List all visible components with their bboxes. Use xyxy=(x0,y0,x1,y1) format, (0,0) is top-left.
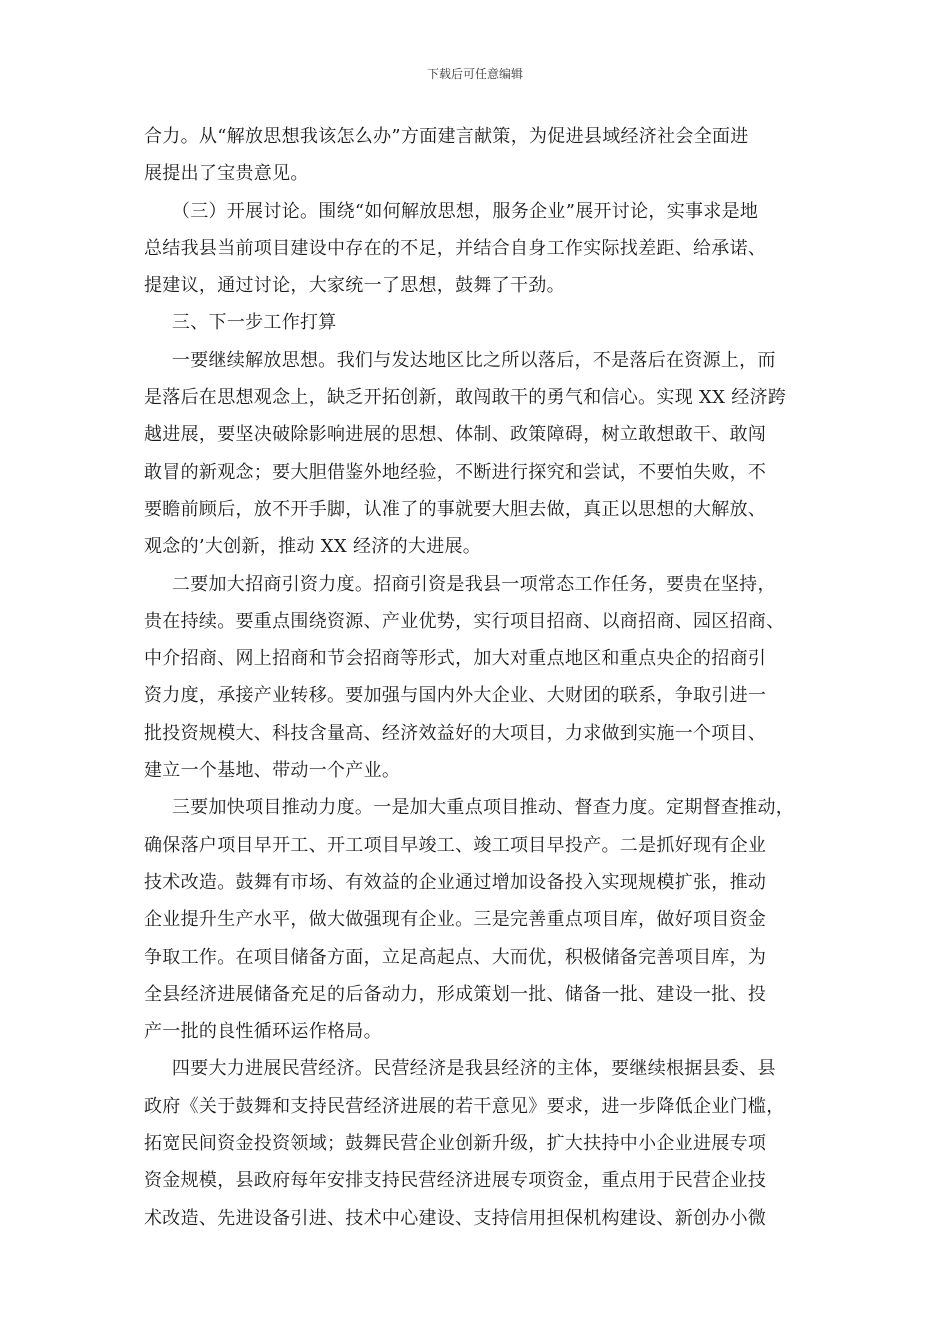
text-line: 三要加快项目推动力度。一是加大重点项目推动、督查力度。定期督查推动， xyxy=(171,797,795,819)
text-line: 政府《关于鼓舞和支持民营经济进展的若干意见》要求，进一步降低企业门槛， xyxy=(144,1095,785,1117)
text-line: 越进展，要坚决破除影响进展的思想、体制、政策障碍，树立敢想敢干、敢闯 xyxy=(144,424,767,446)
text-line: 提建议，通过讨论，大家统一了思想，鼓舞了干劲。 xyxy=(144,275,565,297)
text-line: 资力度，承接产业转移。要加强与国内外大企业、大财团的联系，争取引进一 xyxy=(144,685,767,707)
text-line: 批投资规模大、科技含量高、经济效益好的大项目，力求做到实施一个项目、 xyxy=(144,722,767,744)
document-body xyxy=(144,118,814,1237)
text-line: 观念的’大创新，推动 XX 经济的大进展。 xyxy=(144,536,482,558)
text-line: 术改造、先进设备引进、技术中心建设、支持信用担保机构建设、新创办小微 xyxy=(144,1207,767,1229)
text-line: 三、下一步工作打算 xyxy=(171,312,337,334)
text-line: 全县经济进展储备充足的后备动力，形成策划一批、储备一批、建设一批、投 xyxy=(144,983,767,1005)
text-line: 中介招商、网上招商和节会招商等形式，加大对重点地区和重点央企的招商引 xyxy=(144,648,767,670)
text-line: 建立一个基地、带动一个产业。 xyxy=(144,760,401,782)
text-line: 企业提升生产水平，做大做强现有企业。三是完善重点项目库，做好项目资金 xyxy=(144,909,767,931)
text-line: 确保落户项目早开工、开工项目早竣工、竣工项目早投产。二是抓好现有企业 xyxy=(144,834,767,856)
text-line: 展提出了宝贵意见。 xyxy=(144,163,309,185)
text-line: 二要加大招商引资力度。招商引资是我县一项常态工作任务，要贵在坚持， xyxy=(171,573,776,595)
paragraph xyxy=(144,789,814,1050)
paragraph xyxy=(144,118,814,193)
text-line: 敢冒的新观念；要大胆借鉴外地经验，不断进行探究和尝试，不要怕失败，不 xyxy=(144,461,767,483)
text-line: 一要继续解放思想。我们与发达地区比之所以落后，不是落后在资源上，而 xyxy=(171,349,776,371)
page-header: 下载后可任意编辑 xyxy=(426,67,523,81)
text-line: 技术改造。鼓舞有市场、有效益的企业通过增加设备投入实现规模扩张，推动 xyxy=(144,871,767,893)
paragraph xyxy=(144,193,814,305)
text-line: 合力。从“解放思想我该怎么办”方面建言献策，为促进县域经济社会全面进 xyxy=(144,126,749,147)
text-line: 四要大力进展民营经济。民营经济是我县经济的主体，要继续根据县委、县 xyxy=(171,1058,776,1080)
text-line: 产一批的良性循环运作格局。 xyxy=(144,1021,382,1043)
paragraph xyxy=(144,1050,814,1236)
text-line: 贵在持续。要重点围绕资源、产业优势，实行项目招商、以商招商、园区招商、 xyxy=(144,610,785,632)
text-line: 争取工作。在项目储备方面，立足高起点、大而优，积极储备完善项目库，为 xyxy=(144,946,767,968)
text-line: 拓宽民间资金投资领域；鼓舞民营企业创新升级，扩大扶持中小企业进展专项 xyxy=(144,1133,767,1155)
paragraph xyxy=(144,304,814,341)
text-line: （三）开展讨论。围绕“如何解放思想，服务企业”展开讨论，实事求是地 xyxy=(171,200,759,222)
paragraph xyxy=(144,566,814,790)
paragraph xyxy=(144,342,814,566)
text-line: 资金规模，县政府每年安排支持民营经济进展专项资金，重点用于民营企业技 xyxy=(144,1170,767,1192)
text-line: 是落后在思想观念上，缺乏开拓创新，敢闯敢干的勇气和信心。实现 XX 经济跨 xyxy=(144,387,787,409)
text-line: 要瞻前顾后，放不开手脚，认准了的事就要大胆去做，真正以思想的大解放、 xyxy=(144,498,767,520)
text-line: 总结我县当前项目建设中存在的不足，并结合自身工作实际找差距、给承诺、 xyxy=(144,237,767,259)
